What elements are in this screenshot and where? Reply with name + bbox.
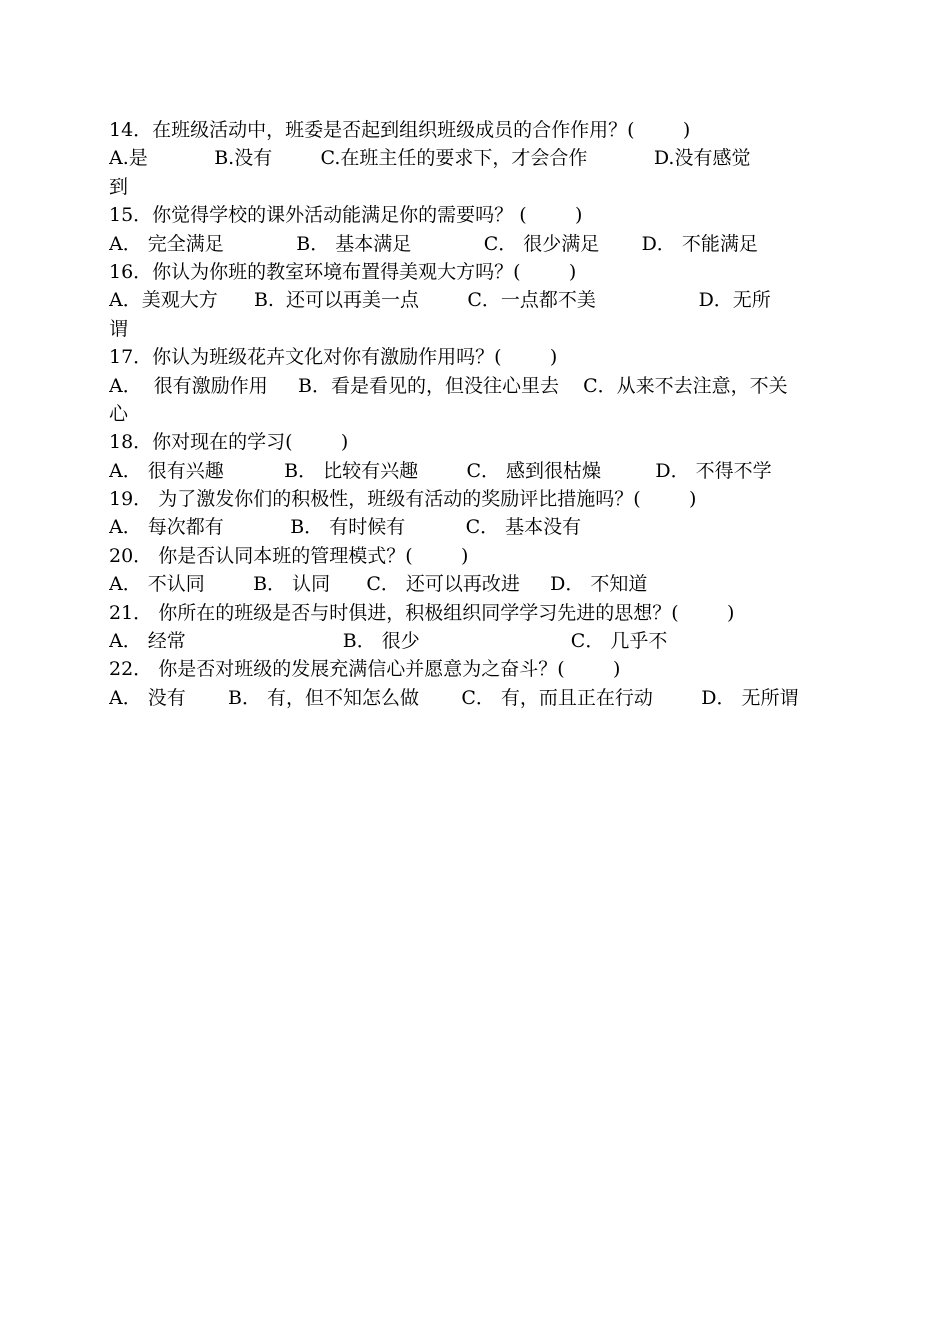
question-18: 18．你对现在的学习( )	[109, 431, 349, 454]
question-16-options-wrap: 谓	[109, 317, 129, 340]
question-19: 19． 为了激发你们的积极性，班级有活动的奖励评比措施吗？( )	[109, 488, 697, 511]
question-17-options: A． 很有激励作用 B．看是看见的，但没往心里去 C．从来不去注意，不关	[109, 374, 788, 397]
question-22-options: A． 没有 B． 有，但不知怎么做 C． 有，而且正在行动 D． 无所谓	[109, 686, 799, 709]
question-14-options: A.是 B.没有 C.在班主任的要求下，才会合作 D.没有感觉	[109, 147, 751, 170]
question-22: 22． 你是否对班级的发展充满信心并愿意为之奋斗？( )	[109, 658, 621, 681]
question-15-options: A． 完全满足 B． 基本满足 C． 很少满足 D． 不能满足	[109, 232, 758, 255]
question-14-options-wrap: 到	[109, 175, 129, 198]
questionnaire	[109, 116, 844, 712]
question-21: 21． 你所在的班级是否与时俱进，积极组织同学学习先进的思想？( )	[109, 601, 735, 624]
question-16: 16．你认为你班的教室环境布置得美观大方吗？( )	[109, 260, 577, 283]
question-14: 14．在班级活动中，班委是否起到组织班级成员的合作作用？( )	[109, 119, 691, 141]
question-16-options: A．美观大方 B. 还可以再美一点 C．一点都不美 D．无所	[109, 289, 771, 312]
question-17: 17．你认为班级花卉文化对你有激励作用吗？( )	[109, 346, 558, 369]
question-19-options: A． 每次都有 B． 有时候有 C． 基本没有	[109, 516, 582, 539]
question-17-options-wrap: 心	[109, 402, 129, 425]
question-20: 20． 你是否认同本班的管理模式？( )	[109, 544, 469, 567]
question-15: 15．你觉得学校的课外活动能满足你的需要吗？ ( )	[109, 204, 583, 227]
question-21-options: A． 经常 B． 很少 C． 几乎不	[109, 630, 668, 653]
question-20-options: A． 不认同 B． 认同 C． 还可以再改进 D． 不知道	[109, 573, 648, 596]
question-18-options: A． 很有兴趣 B． 比较有兴趣 C． 感到很枯燥 D． 不得不学	[109, 459, 772, 482]
